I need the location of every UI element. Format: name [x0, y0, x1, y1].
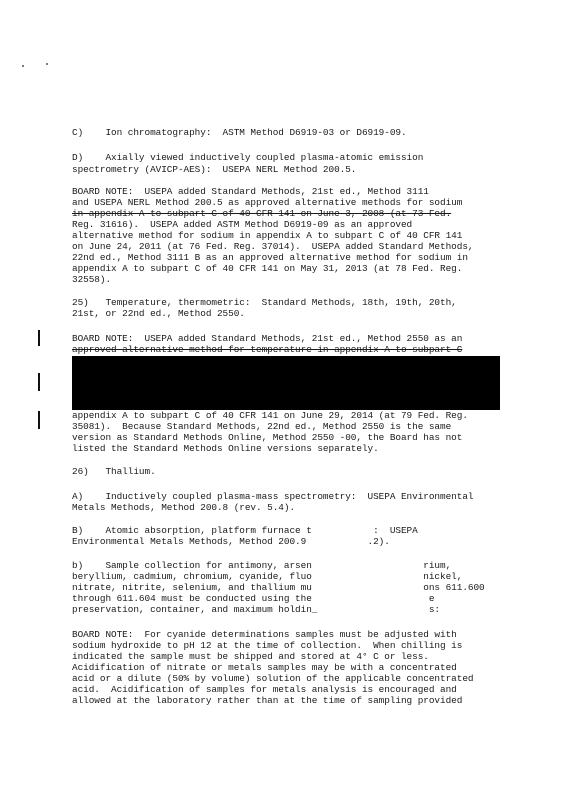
paragraph-line: appendix A to subpart C of 40 CFR 141 on May 31, 2013 (at 78 Fed. Reg. — [72, 263, 463, 274]
paragraph-line: 35081). Because Standard Methods, 22nd ed., Method 2550 is the same — [72, 421, 452, 432]
paragraph-line: D) Axially viewed inductively coupled plasma-atomic emission — [72, 152, 424, 163]
paragraph-line: 32558). — [72, 274, 112, 285]
paragraph-line: Reg. 31616). USEPA added ASTM Method D6919-09 as an approved — [72, 219, 413, 230]
revision-bar — [38, 330, 40, 346]
paragraph-line: in appendix A to subpart C of 40 CFR 141 on June 3, 2008 (at 73 Fed. — [72, 208, 452, 219]
scan-speck — [22, 65, 24, 67]
paragraph-line: Environmental Metals Methods, Method 200.9 .2). — [72, 536, 390, 547]
paragraph-line: 25) Temperature, thermometric: Standard Methods, 18th, 19th, 20th, — [72, 297, 457, 308]
scan-speck — [46, 63, 48, 65]
paragraph-line: BOARD NOTE: USEPA added Standard Methods, 21st ed., Method 3111 — [72, 186, 429, 197]
paragraph-line: A) Inductively coupled plasma-mass spectrometry: USEPA Environmental — [72, 491, 474, 502]
paragraph-line: version as Standard Methods Online, Method 2550 -00, the Board has not — [72, 432, 463, 443]
paragraph-line: acid or a dilute (50% by volume) solution of the applicable concentrated — [72, 673, 474, 684]
paragraph-line: spectrometry (AVICP-AES): USEPA NERL Method 200.5. — [72, 164, 357, 175]
paragraph-line: on June 24, 2011 (at 76 Fed. Reg. 37014). USEPA added Standard Methods, — [72, 241, 474, 252]
paragraph-line: alternative method for sodium in appendix A to subpart C of 40 CFR 141 — [72, 230, 463, 241]
paragraph-line: preservation, container, and maximum holdin_ s: — [72, 604, 441, 615]
paragraph-line: beryllium, cadmium, chromium, cyanide, fluo nickel, — [72, 571, 463, 582]
paragraph-line: C) Ion chromatography: ASTM Method D6919-03 or D6919-09. — [72, 127, 407, 138]
paragraph-line: approved alternative method for temperature in appendix A to subpart C — [72, 344, 463, 355]
paragraph-line: appendix A to subpart C of 40 CFR 141 on June 29, 2014 (at 79 Fed. Reg. — [72, 410, 468, 421]
paragraph-line: b) Sample collection for antimony, arsen rium, — [72, 560, 452, 571]
paragraph-line: indicated the sample must be shipped and stored at 4° C or less. — [72, 651, 429, 662]
paragraph-line: 21st, or 22nd ed., Method 2550. — [72, 308, 245, 319]
paragraph-line: BOARD NOTE: USEPA added Standard Methods, 21st ed., Method 2550 as an — [72, 333, 463, 344]
paragraph-line: B) Atomic absorption, platform furnace t : USEPA — [72, 525, 418, 536]
revision-bar — [38, 373, 40, 391]
paragraph-line: and USEPA NERL Method 200.5 as approved alternative methods for sodium — [72, 197, 463, 208]
paragraph-line: 26) Thallium. — [72, 466, 156, 477]
redaction-block — [72, 356, 500, 410]
paragraph-line: Acidification of nitrate or metals samples may be with a concentrated — [72, 662, 457, 673]
paragraph-line: BOARD NOTE: For cyanide determinations samples must be adjusted with — [72, 629, 457, 640]
paragraph-line: Metals Methods, Method 200.8 (rev. 5.4). — [72, 502, 296, 513]
paragraph-line: listed the Standard Methods Online versions separately. — [72, 443, 379, 454]
revision-bar — [38, 411, 40, 429]
paragraph-line: acid. Acidification of samples for metals analysis is encouraged and — [72, 684, 457, 695]
paragraph-line: allowed at the laboratory rather than at the time of sampling provided — [72, 695, 463, 706]
paragraph-line: through 611.604 must be conducted using the e — [72, 593, 435, 604]
paragraph-line: nitrate, nitrite, selenium, and thallium mu ons 611.600 — [72, 582, 485, 593]
paragraph-line: sodium hydroxide to pH 12 at the time of collection. When chilling is — [72, 640, 463, 651]
paragraph-line: 22nd ed., Method 3111 B as an approved alternative method for sodium in — [72, 252, 468, 263]
